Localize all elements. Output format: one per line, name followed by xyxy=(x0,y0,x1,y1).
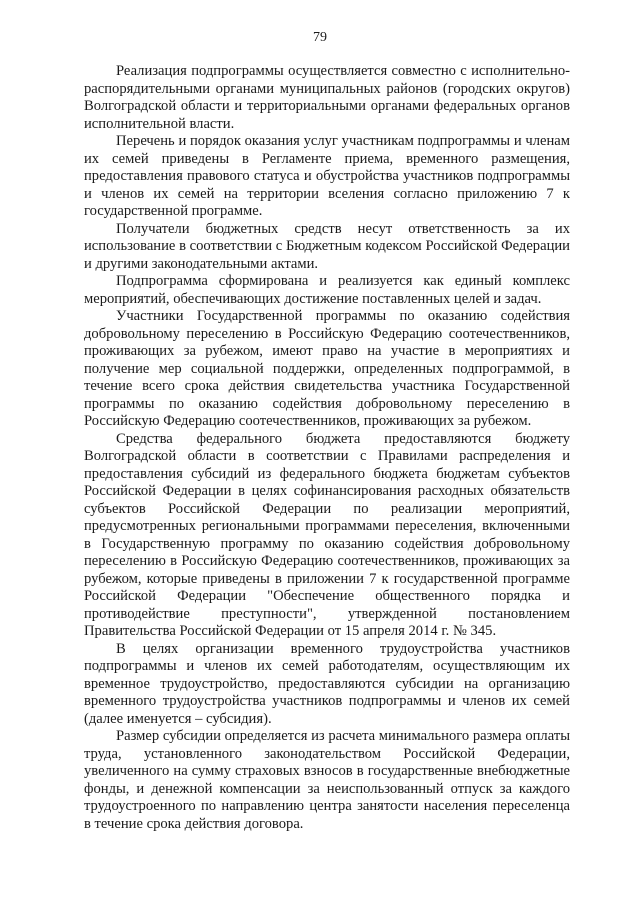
paragraph: В целях организации временного трудоустройства участников подпрограммы и членов их семей работодателям, осуществляющим их временное трудоустройство, предоставляются субсидии на организацию временного трудоустройства участников подпрограммы и членов их семей (далее именуется – субсидия). xyxy=(84,640,570,727)
paragraph: Участники Государственной программы по оказанию содействия добровольному переселению в Российскую Федерацию соотечественников, проживающих за рубежом, имеют право на участие в мероприятиях и получение мер социальной поддержки, определенных подпрограммой, в течение всего срока действия свидетельства участника Государственной программы по оказанию содействия добровольному переселению в Российскую Федерацию соотечественников, проживающих за рубежом. xyxy=(84,308,570,429)
paragraph: Средства федерального бюджета предоставляются бюджету Волгоградской области в соответствии с Правилами распределения и предоставления субсидий из федерального бюджета бюджетам субъектов Российской Федерации в целях софинансирования расходных обязательств субъектов Российской Федерации по реализации мероприятий, предусмотренных региональными программами переселения, включенными в Государственную программу по оказанию содействия добровольному переселению в Российскую Федерацию соотечественников, проживающих за рубежом, которые приведены в приложении 7 к государственной программе Российской Федерации "Обеспечение общественного порядка и противодействие преступности", утвержденной постановлением Правительства Российской Федерации от 15 апреля 2014 г. № 345. xyxy=(84,430,570,639)
paragraph: Подпрограмма сформирована и реализуется как единый комплекс мероприятий, обеспечивающих достижение поставленных целей и задач. xyxy=(84,273,570,307)
paragraph: Получатели бюджетных средств несут ответственность за их использование в соответствии с Бюджетным кодексом Российской Федерации и другими законодательными актами. xyxy=(84,220,570,272)
page-number: 79 xyxy=(313,30,327,45)
paragraph: Перечень и порядок оказания услуг участникам подпрограммы и членам их семей приведены в Регламенте приема, временного размещения, предоставления правового статуса и обустройства участников подпрограммы и членов их семей на территории вселения согласно приложению 7 к государственной программе. xyxy=(84,133,570,219)
document-body xyxy=(84,63,570,833)
paragraph: Реализация подпрограммы осуществляется совместно с исполнительно-распорядительными органами муниципальных районов (городских округов) Волгоградской области и территориальными органами федеральных органов исполнительной власти. xyxy=(84,63,570,132)
paragraph: Размер субсидии определяется из расчета минимального размера оплаты труда, установленного законодательством Российской Федерации, увеличенного на сумму страховых взносов в государственные внебюджетные фонды, и денежной компенсации за неиспользованный отпуск за каждого трудоустроенного по направлению центра занятости населения переселенца в течение срока действия договора. xyxy=(84,728,570,832)
